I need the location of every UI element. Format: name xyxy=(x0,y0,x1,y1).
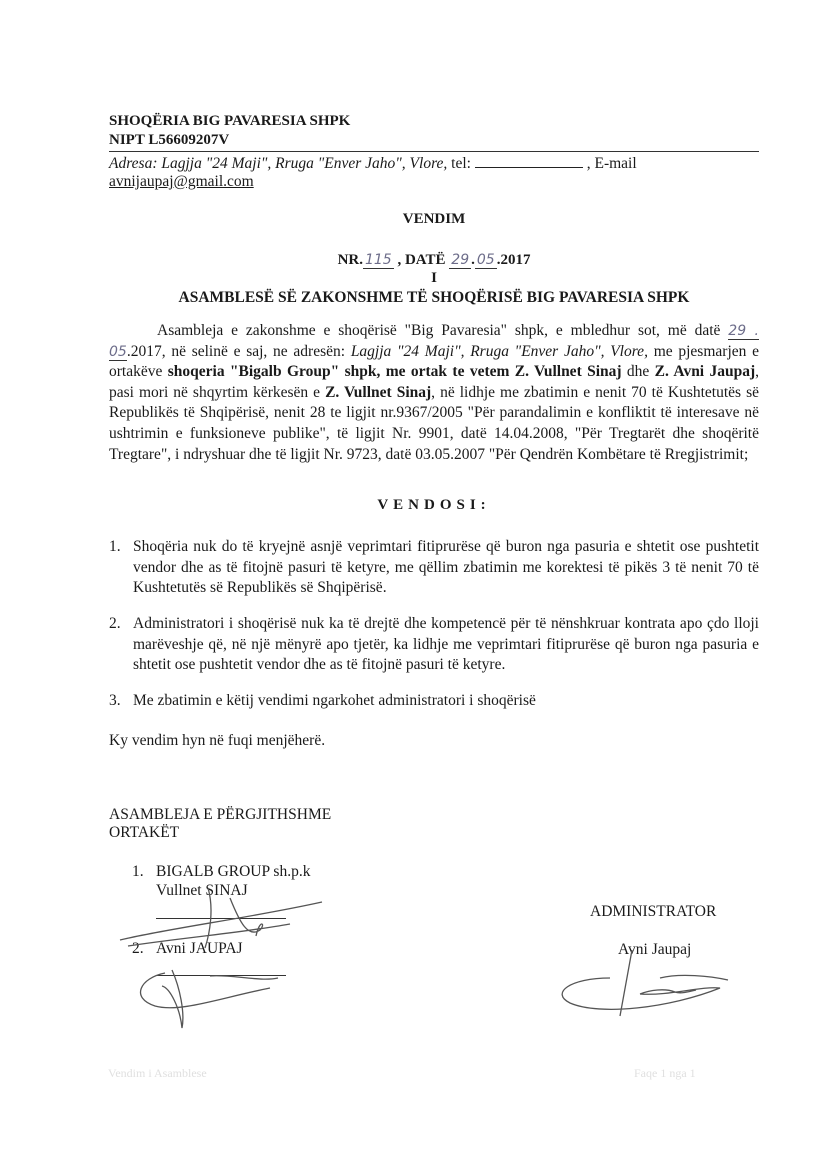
decision-item-3 xyxy=(109,691,759,712)
item-number: 1. xyxy=(109,538,121,555)
preamble-party-2: Z. Avni Jaupaj xyxy=(654,363,756,381)
address-text: Adresa: Lagjja "24 Maji", Rruga "Enver Jaho", Vlore, xyxy=(109,155,448,172)
email-link[interactable]: avnijaupaj@gmail.com xyxy=(109,173,254,190)
signature-vullnet-sinaj xyxy=(110,878,330,1033)
preamble-address: Lagjja "24 Maji", Rruga "Enver Jaho", Vlore, xyxy=(350,342,648,360)
preamble-text-2: .2017, në selinë e saj, ne adresën: xyxy=(126,342,351,360)
date-year: .2017 xyxy=(496,252,531,268)
signature-avni-jaupaj xyxy=(550,948,730,1023)
assembly-label: ASAMBLEJA E PËRGJITHSHME xyxy=(109,806,332,823)
party2-name: Avni JAUPAJ xyxy=(156,940,243,957)
preamble-paragraph xyxy=(109,321,759,465)
tel-blank xyxy=(475,153,583,168)
preamble-text-1: Asambleja e zakonshme e shoqërisë "Big Pavaresia" shpk, e mbledhur sot, më datë xyxy=(157,322,729,339)
preamble-text-4: dhe xyxy=(621,363,655,381)
preamble-party-1: shoqeria "Bigalb Group" shpk, me ortak te vetem Z. Vullnet Sinaj xyxy=(167,363,622,381)
email-label: , E-mail xyxy=(582,155,637,172)
item-text: Administratori i shoqërisë nuk ka të drejtë dhe kompetencë për të nënshkruar kontrata apo çdo lloji marëveshje që, në një mënyrë apo tjetër, ka lidhje me veprimtari fitiprurëse që buron nga pasuria e shtetit ose pushtetit vendor dhe as të fitojnë pasuri të ketyre. xyxy=(133,615,759,674)
footer-right: Faqe 1 nga 1 xyxy=(634,1066,696,1080)
nr-prefix: NR. xyxy=(337,252,363,268)
decision-number-line: NR. 115 , DATË 29 . 05 .2017 xyxy=(337,252,531,268)
date-month-handwritten: 05 xyxy=(476,252,495,268)
company-nipt: NIPT L56609207V xyxy=(109,132,230,148)
nr-handwritten: 115 xyxy=(364,252,392,268)
party1-number: 1. xyxy=(132,863,144,880)
preamble-requester: Z. Vullnet Sinaj xyxy=(325,383,432,401)
assembly-title: ASAMBLESË SË ZAKONSHME TË SHOQËRISË BIG PAVARESIA SHPK xyxy=(178,289,690,306)
footer-left: Vendim i Asamblese xyxy=(108,1066,207,1080)
decision-item-1 xyxy=(109,537,759,599)
roman-numeral: I xyxy=(431,270,437,286)
company-address xyxy=(109,153,759,191)
header-divider xyxy=(109,151,759,152)
preamble-text-5: , pasi mori në shqyrtim kërkesën e xyxy=(109,363,760,401)
decision-title: VENDIM xyxy=(402,211,466,227)
item-number: 2. xyxy=(109,615,121,632)
item-number: 3. xyxy=(109,692,121,709)
item-text: Shoqëria nuk do të kryejnë asnjë veprimtari fitiprurëse që buron nga pasuria e shtetit ose pushtetit vendor dhe as të fitojnë pasuri të ketyre, me qëllim zbatimin me korektesi të pikës 3 të nenit 70 të Kushtetutës së Republikës së Shqipërisë. xyxy=(133,538,759,597)
date-day-handwritten: 29 xyxy=(451,252,470,268)
partners-label: ORTAKËT xyxy=(109,824,180,841)
item-text: Me zbatimin e këtij vendimi ngarkohet administratori i shoqërisë xyxy=(133,692,536,709)
vendosi-heading: VENDOSI: xyxy=(377,497,491,513)
party2-number: 2. xyxy=(132,940,144,957)
preamble-text-3: me pjesmarjen e ortakëve xyxy=(109,342,759,381)
admin-title: ADMINISTRATOR xyxy=(590,903,717,920)
preamble-date-handwritten: 29 . 05 xyxy=(109,323,759,360)
tel-label: tel: xyxy=(447,155,475,172)
party1-name: BIGALB GROUP sh.p.k xyxy=(156,863,311,880)
admin-name: Avni Jaupaj xyxy=(618,941,692,958)
effective-statement: Ky vendim hyn në fuqi menjëherë. xyxy=(109,732,326,749)
preamble-text-6: , në lidhje me zbatimin e nenit 70 të Kushtetutës së Republikës të Shqipërisë, nenit 28 te ligjit nr.9367/2005 "Për parandalimin e konfliktit të interesave në ushtrimin e funksioneve publike", të ligjit Nr. 9901, datë 14.04.2008, "Për Tregtarët dhe shoqëritë Tregtare", i ndryshuar dhe të ligjit Nr. 9723, datë 03.05.2007 "Për Qendrën Kombëtare të Rregjistrimit; xyxy=(109,383,759,463)
decision-item-2 xyxy=(109,614,759,676)
date-prefix: , DATË xyxy=(393,252,450,268)
party1-rep: Vullnet SINAJ xyxy=(156,882,248,899)
company-name: SHOQËRIA BIG PAVARESIA SHPK xyxy=(109,113,351,129)
